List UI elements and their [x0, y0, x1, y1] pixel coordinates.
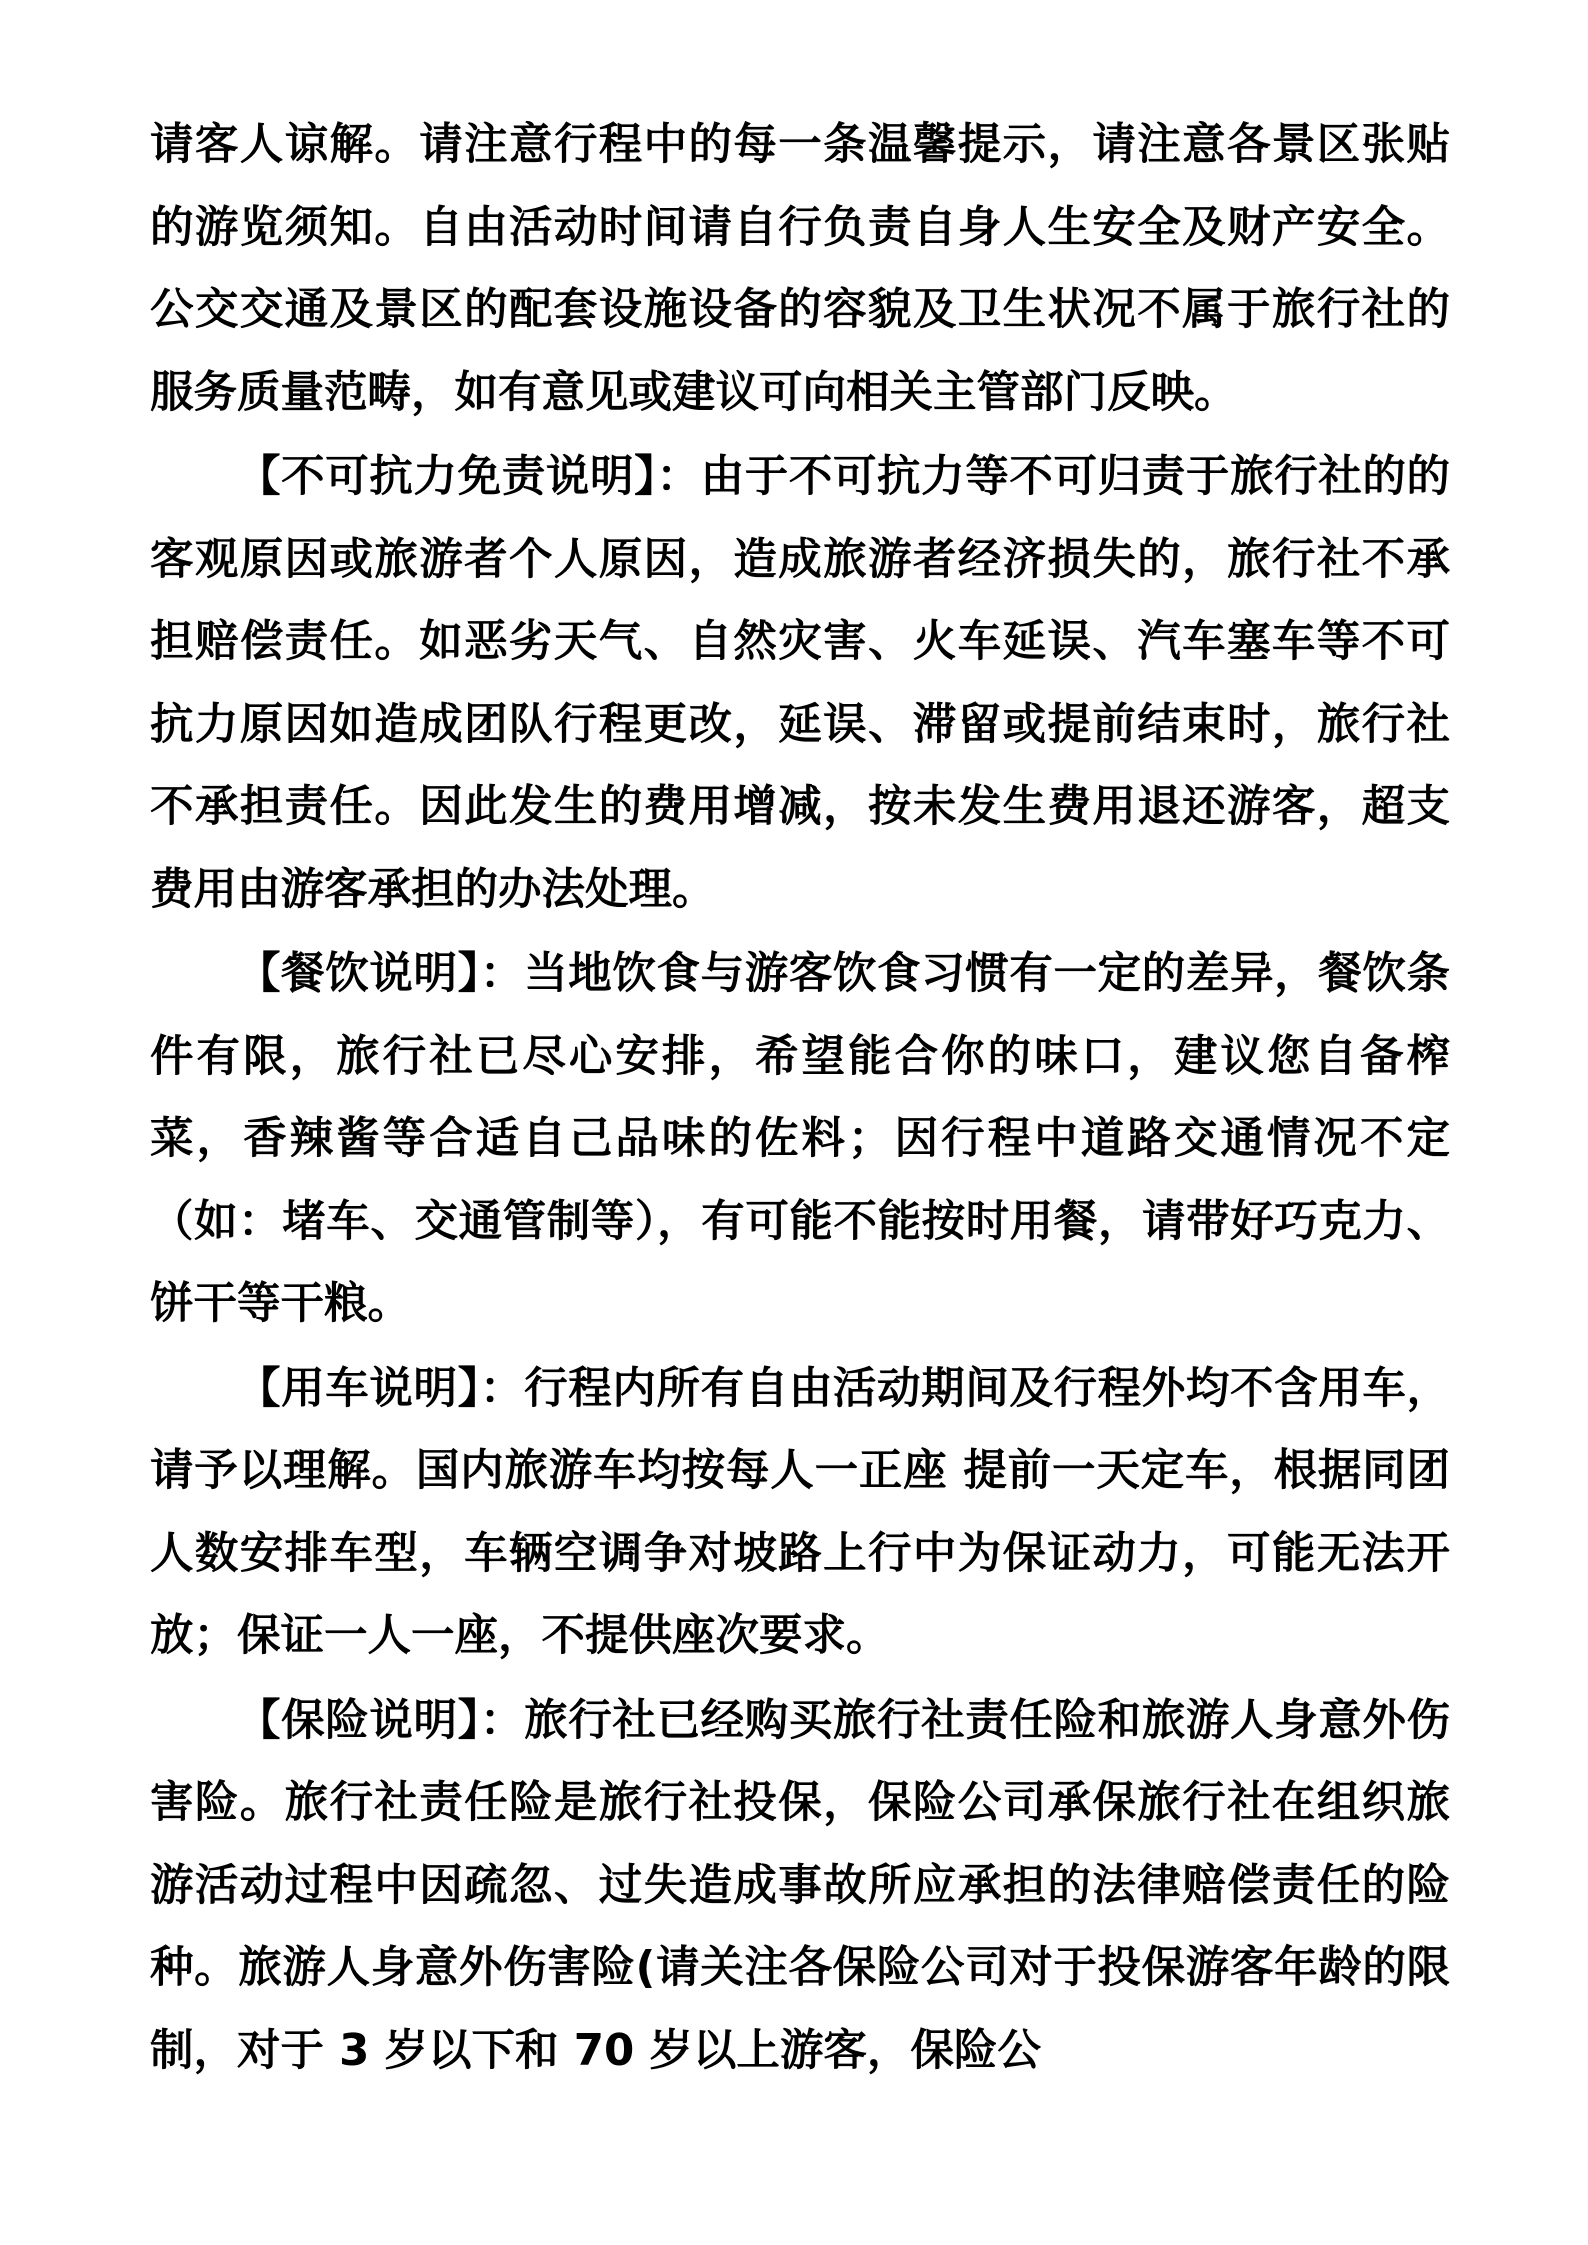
- paragraph-intro-continuation: [150, 104, 1450, 434]
- paragraph-insurance: [150, 1680, 1450, 2093]
- section-heading: 【用车说明】：: [237, 1363, 525, 1414]
- section-heading: 【不可抗力免责说明】：: [237, 452, 701, 502]
- paragraph-text: 旅行社已经购买旅行社责任险和旅游人身意外伤害险。旅行社责任险是旅行社投保，保险公司承保旅行社在组织旅游活动过程中因疏忽、过失造成事故所应承担的法律赔偿责任的险种。旅游人身意外伤害险(请关注各保险公司对于投保游客年龄的限制，对于 3 岁以下和 70 岁以上游客，保险公: [150, 1695, 1451, 2076]
- paragraph-text: 请客人谅解。请注意行程中的每一条温馨提示，请注意各景区张贴的游览须知。自由活动时间请自行负责自身人生安全及财产安全。公交交通及景区的配套设施设备的容貌及卫生状况不属于旅行社的服务质量范畴，如有意见或建议可向相关主管部门反映。: [150, 120, 1450, 418]
- paragraph-text: 由于不可抗力等不可归责于旅行社的的客观原因或旅游者个人原因，造成旅游者经济损失的，旅行社不承担赔偿责任。如恶劣天气、自然灾害、火车延误、汽车塞车等不可抗力原因如造成团队行程更改，延误、滞留或提前结束时，旅行社不承担责任。因此发生的费用增减，按未发生费用退还游客，超支费用由游客承担的办法处理。: [150, 452, 1451, 915]
- section-heading: 【保险说明】：: [237, 1695, 525, 1746]
- paragraph-text: 行程内所有自由活动期间及行程外均不含用车，请予以理解。国内旅游车均按每人一正座 提前一天定车，根据同团人数安排车型，车辆空调争对坡路上行中为保证动力，可能无法开放；保证一人一座，不提供座次要求。: [150, 1363, 1451, 1661]
- paragraph-vehicle: [150, 1348, 1450, 1678]
- paragraph-force-majeure: [150, 436, 1450, 931]
- paragraph-text: 当地饮食与游客饮食习惯有一定的差异，餐饮条件有限，旅行社已尽心安排，希望能合你的味口，建议您自备榨菜，香辣酱等合适自己品味的佐料；因行程中道路交通情况不定（如：堵车、交通管制等），有可能不能按时用餐，请带好巧克力、饼干等干粮。: [150, 949, 1451, 1329]
- document-page: [150, 104, 1450, 2092]
- section-heading: 【餐饮说明】：: [237, 949, 525, 999]
- paragraph-catering: [150, 933, 1450, 1346]
